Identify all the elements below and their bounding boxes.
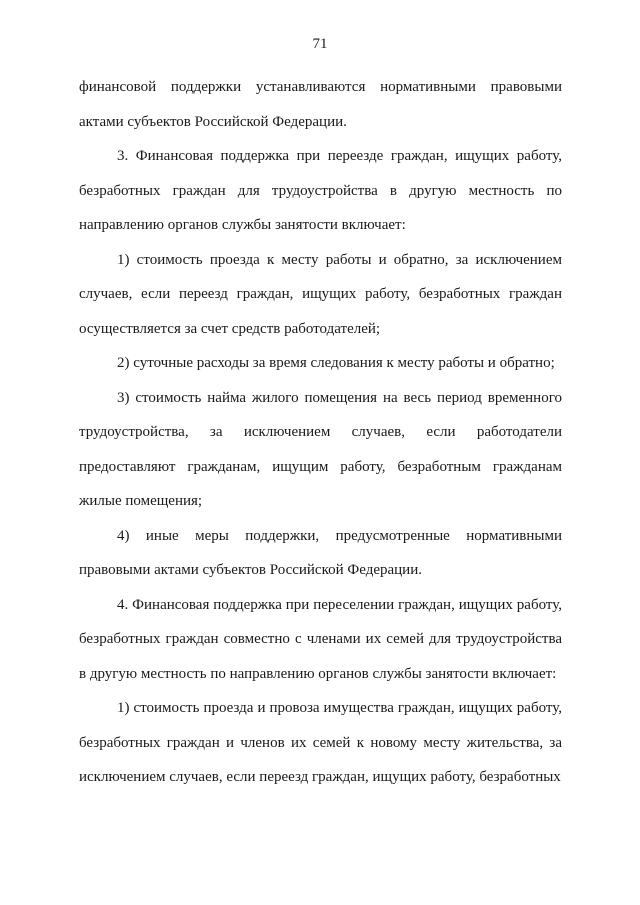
paragraph-clause-3-item-1: 1) стоимость проезда к месту работы и обратно, за исключением случаев, если переезд граждан, ищущих работу, безработных граждан осуществляется за счет средств работодателей; — [79, 251, 562, 337]
paragraph-clause-4: 4. Финансовая поддержка при переселении граждан, ищущих работу, безработных граждан совместно с членами их семей для трудоустройства в другую местность по направлению органов службы занятости включает: — [79, 596, 562, 682]
document-body — [79, 70, 562, 795]
paragraph-clause-3-item-4: 4) иные меры поддержки, предусмотренные нормативными правовыми актами субъектов Российской Федерации. — [79, 527, 562, 578]
paragraph-continuation: финансовой поддержки устанавливаются нормативными правовыми актами субъектов Российской Федерации. — [79, 79, 562, 130]
paragraph-clause-3-item-3: 3) стоимость найма жилого помещения на весь период временного трудоустройства, за исключением случаев, если работодатели предоставляют гражданам, ищущим работу, безработным гражданам жилые помещения; — [79, 389, 562, 509]
paragraph-clause-3: 3. Финансовая поддержка при переезде граждан, ищущих работу, безработных граждан для трудоустройства в другую местность по направлению органов службы занятости включает: — [79, 148, 562, 233]
paragraph-clause-4-item-1: 1) стоимость проезда и провоза имущества граждан, ищущих работу, безработных граждан и членов их семей к новому месту жительства, за исключением случаев, если переезд граждан, ищущих работу, безработных — [79, 700, 562, 785]
paragraph-clause-3-item-2: 2) суточные расходы за время следования к месту работы и обратно; — [117, 355, 555, 371]
page-number: 71 — [312, 36, 328, 52]
